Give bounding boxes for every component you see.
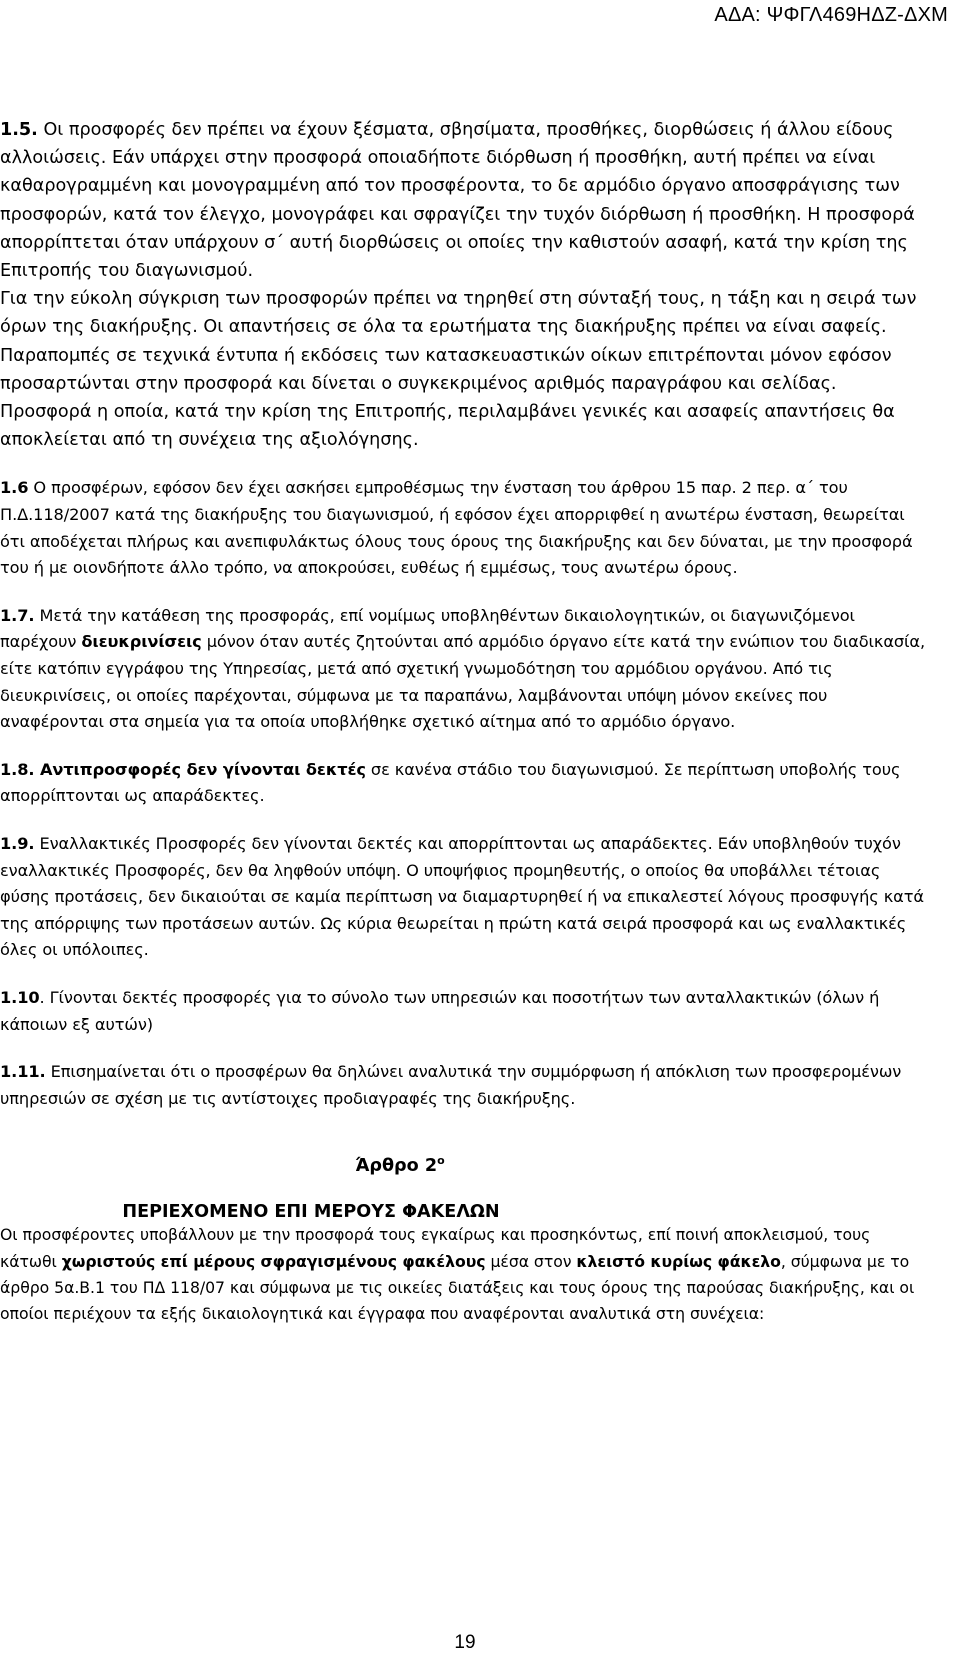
section-text: Ο προσφέρων, εφόσον δεν έχει ασκήσει εμπροθέσμως την ένσταση του άρθρου 15 παρ. 2 περ. α΄ του Π.Δ.118/2007 κατά της διακήρυξης του διαγωνισμού, ή εφόσον έχει απορριφθεί η ανωτέρω ένσταση, θεωρείται ότι αποδέχεται πλήρως και ανεπιφυλάκτως όλους τους όρους της διακήρυξης και δεν δύναται, με την προσφορά του ή με οιονδήποτε άλλο τρόπο, να αποκρούσει, ευθέως ή εμμέσως, τους ανωτέρω όρους. — [0, 478, 913, 578]
article-heading: ΠΕΡΙΕΧΟΜΕΝΟ ΕΠΙ ΜΕΡΟΥΣ ΦΑΚΕΛΩΝ — [122, 1202, 500, 1223]
article-bold-text: κλειστό κυρίως φάκελο — [576, 1251, 781, 1271]
section-text: Οι προσφορές δεν πρέπει να έχουν ξέσματα, σβησίματα, προσθήκες, διορθώσεις ή άλλου είδους αλλοιώσεις. Εάν υπάρχει στην προσφορά οποιαδήποτε διόρθωση ή προσθήκη, αυτή πρέπει να είναι καθαρογραμμένη και μονογραμμένη από τον προσφέροντα, το δε αρμόδιο όργανο αποσφράγισης των προσφορών, κατά τον έλεγχο, μονογράφει και σφραγίζει την τυχόν διόρθωση ή προσθήκη. Η προσφορά απορρίπτεται όταν υπάρχουν σ΄ αυτή διορθώσεις οι οποίες την καθιστούν ασαφή, κατά την κρίση της Επιτροπής του διαγωνισμού. — [0, 120, 915, 282]
section-text: Για την εύκολη σύγκριση των προσφορών πρέπει να τηρηθεί στη σύνταξή τους, η τάξη και η σειρά των όρων της διακήρυξης. Οι απαντήσεις σε όλα τα ερωτήματα της διακήρυξης πρέπει να είναι σαφείς. Παραπομπές σε τεχνικά έντυπα ή εκδόσεις των κατασκευαστικών οίκων επιτρέπονται μόνον εφόσον προσαρτώνται στην προσφορά και δίνεται ο συγκεκριμένος αριθμός παραγράφου και σελίδας. Προσφορά η οποία, κατά την κρίση της Επιτροπής, περιλαμβάνει γενικές και ασαφείς απαντήσεις θα αποκλείεται από τη συνέχεια της αξιολόγησης. — [0, 289, 917, 451]
section-number: 1.9. — [0, 833, 35, 853]
article-paragraph — [0, 1222, 930, 1327]
document-body — [0, 116, 930, 1327]
section-1-9 — [0, 831, 930, 964]
article-text: , σύμφωνα με το άρθρο 5α.Β.1 του ΠΔ 118/07 και σύμφωνα με τις οικείες διατάξεις και τους όρους της παρούσας διακήρυξης, και οι οποίοι περιέχουν τα εξής δικαιολογητικά και έγγραφα που αναφέρονται αναλυτικά στη συνέχεια: — [0, 1251, 915, 1323]
section-text: μόνον όταν αυτές ζητούνται από αρμόδιο όργανο είτε κατά την ενώπιον του διαδικασία, είτε κατόπιν εγγράφου της Υπηρεσίας, μετά από σχετική γνωμοδότηση του αρμόδιου οργάνου. Από τις διευκρινίσεις, οι οποίες παρέχονται, σύμφωνα με τα παραπάνω, λαμβάνονται υπόψη μόνον εκείνες που αναφέρονται στα σημεία για τα οποία υποβλήθηκε σχετικό αίτημα από το αρμόδιο όργανο. — [0, 632, 926, 732]
section-number: 1.11. — [0, 1062, 46, 1082]
section-1-10 — [0, 985, 930, 1038]
article-label: Άρθρο 2 — [355, 1156, 438, 1177]
article-superscript: ο — [437, 1154, 445, 1168]
section-text: σε κανένα στάδιο του διαγωνισμού. Σε περίπτωση υποβολής τους απορρίπτονται ως απαράδεκτες. — [0, 759, 901, 806]
article-title — [0, 1154, 930, 1176]
section-1-5 — [0, 116, 930, 285]
article-bold-text: χωριστούς επί μέρους σφραγισμένους φακέλους — [61, 1251, 486, 1271]
section-1-7 — [0, 603, 930, 736]
section-1-6 — [0, 475, 930, 581]
section-1-8 — [0, 757, 930, 810]
section-number: 1.10 — [0, 987, 40, 1007]
section-bold-text: διευκρινίσεις — [81, 632, 202, 652]
section-number: 1.7. — [0, 605, 35, 625]
ada-header: ΑΔΑ: ΨΦΓΛ469ΗΔΖ-ΔΧΜ — [714, 4, 948, 26]
section-text: Επισημαίνεται ότι ο προσφέρων θα δηλώνει αναλυτικά την συμμόρφωση ή απόκλιση των προσφερομένων υπηρεσιών σε σχέση με τις αντίστοιχες προδιαγραφές της διακήρυξης. — [0, 1062, 902, 1108]
section-1-5-continued — [0, 285, 930, 454]
section-number: 1.5. — [0, 120, 38, 140]
section-1-11 — [0, 1059, 930, 1112]
section-bold-text: Αντιπροσφορές δεν γίνονται δεκτές — [34, 759, 366, 779]
section-text: . Γίνονται δεκτές προσφορές για το σύνολο των υπηρεσιών και ποσοτήτων των ανταλλακτικών (όλων ή κάποιων εξ αυτών) — [0, 987, 880, 1034]
page-number: 19 — [454, 1632, 476, 1653]
section-number: 1.6 — [0, 478, 29, 498]
section-text: Εναλλακτικές Προσφορές δεν γίνονται δεκτές και απορρίπτονται ως απαράδεκτες. Εάν υποβληθούν τυχόν εναλλακτικές Προσφορές, δεν θα ληφθούν υπόψη. Ο υποψήφιος προμηθευτής, ο οποίος θα υποβάλλει τέτοιας φύσης προτάσεις, δεν δικαιούται σε καμία περίπτωση να διαμαρτυρηθεί ή να επικαλεστεί λόγους προσφυγής κατά της απόρριψης των προτάσεων αυτών. Ως κύρια θεωρείται η πρώτη κατά σειρά προσφορά και ως εναλλακτικές όλες οι υπόλοιπες. — [0, 833, 924, 960]
article-text: μέσα στον — [485, 1251, 577, 1271]
section-number: 1.8. — [0, 759, 35, 779]
section-text: Μετά την κατάθεση της προσφοράς, επί νομίμως υποβληθέντων δικαιολογητικών, οι διαγωνιζόμενοι παρέχουν — [0, 605, 855, 652]
article-text: Οι προσφέροντες υποβάλλουν με την προσφορά τους εγκαίρως και προσηκόντως, επί ποινή αποκλεισμού, τους κάτωθι — [0, 1225, 871, 1271]
